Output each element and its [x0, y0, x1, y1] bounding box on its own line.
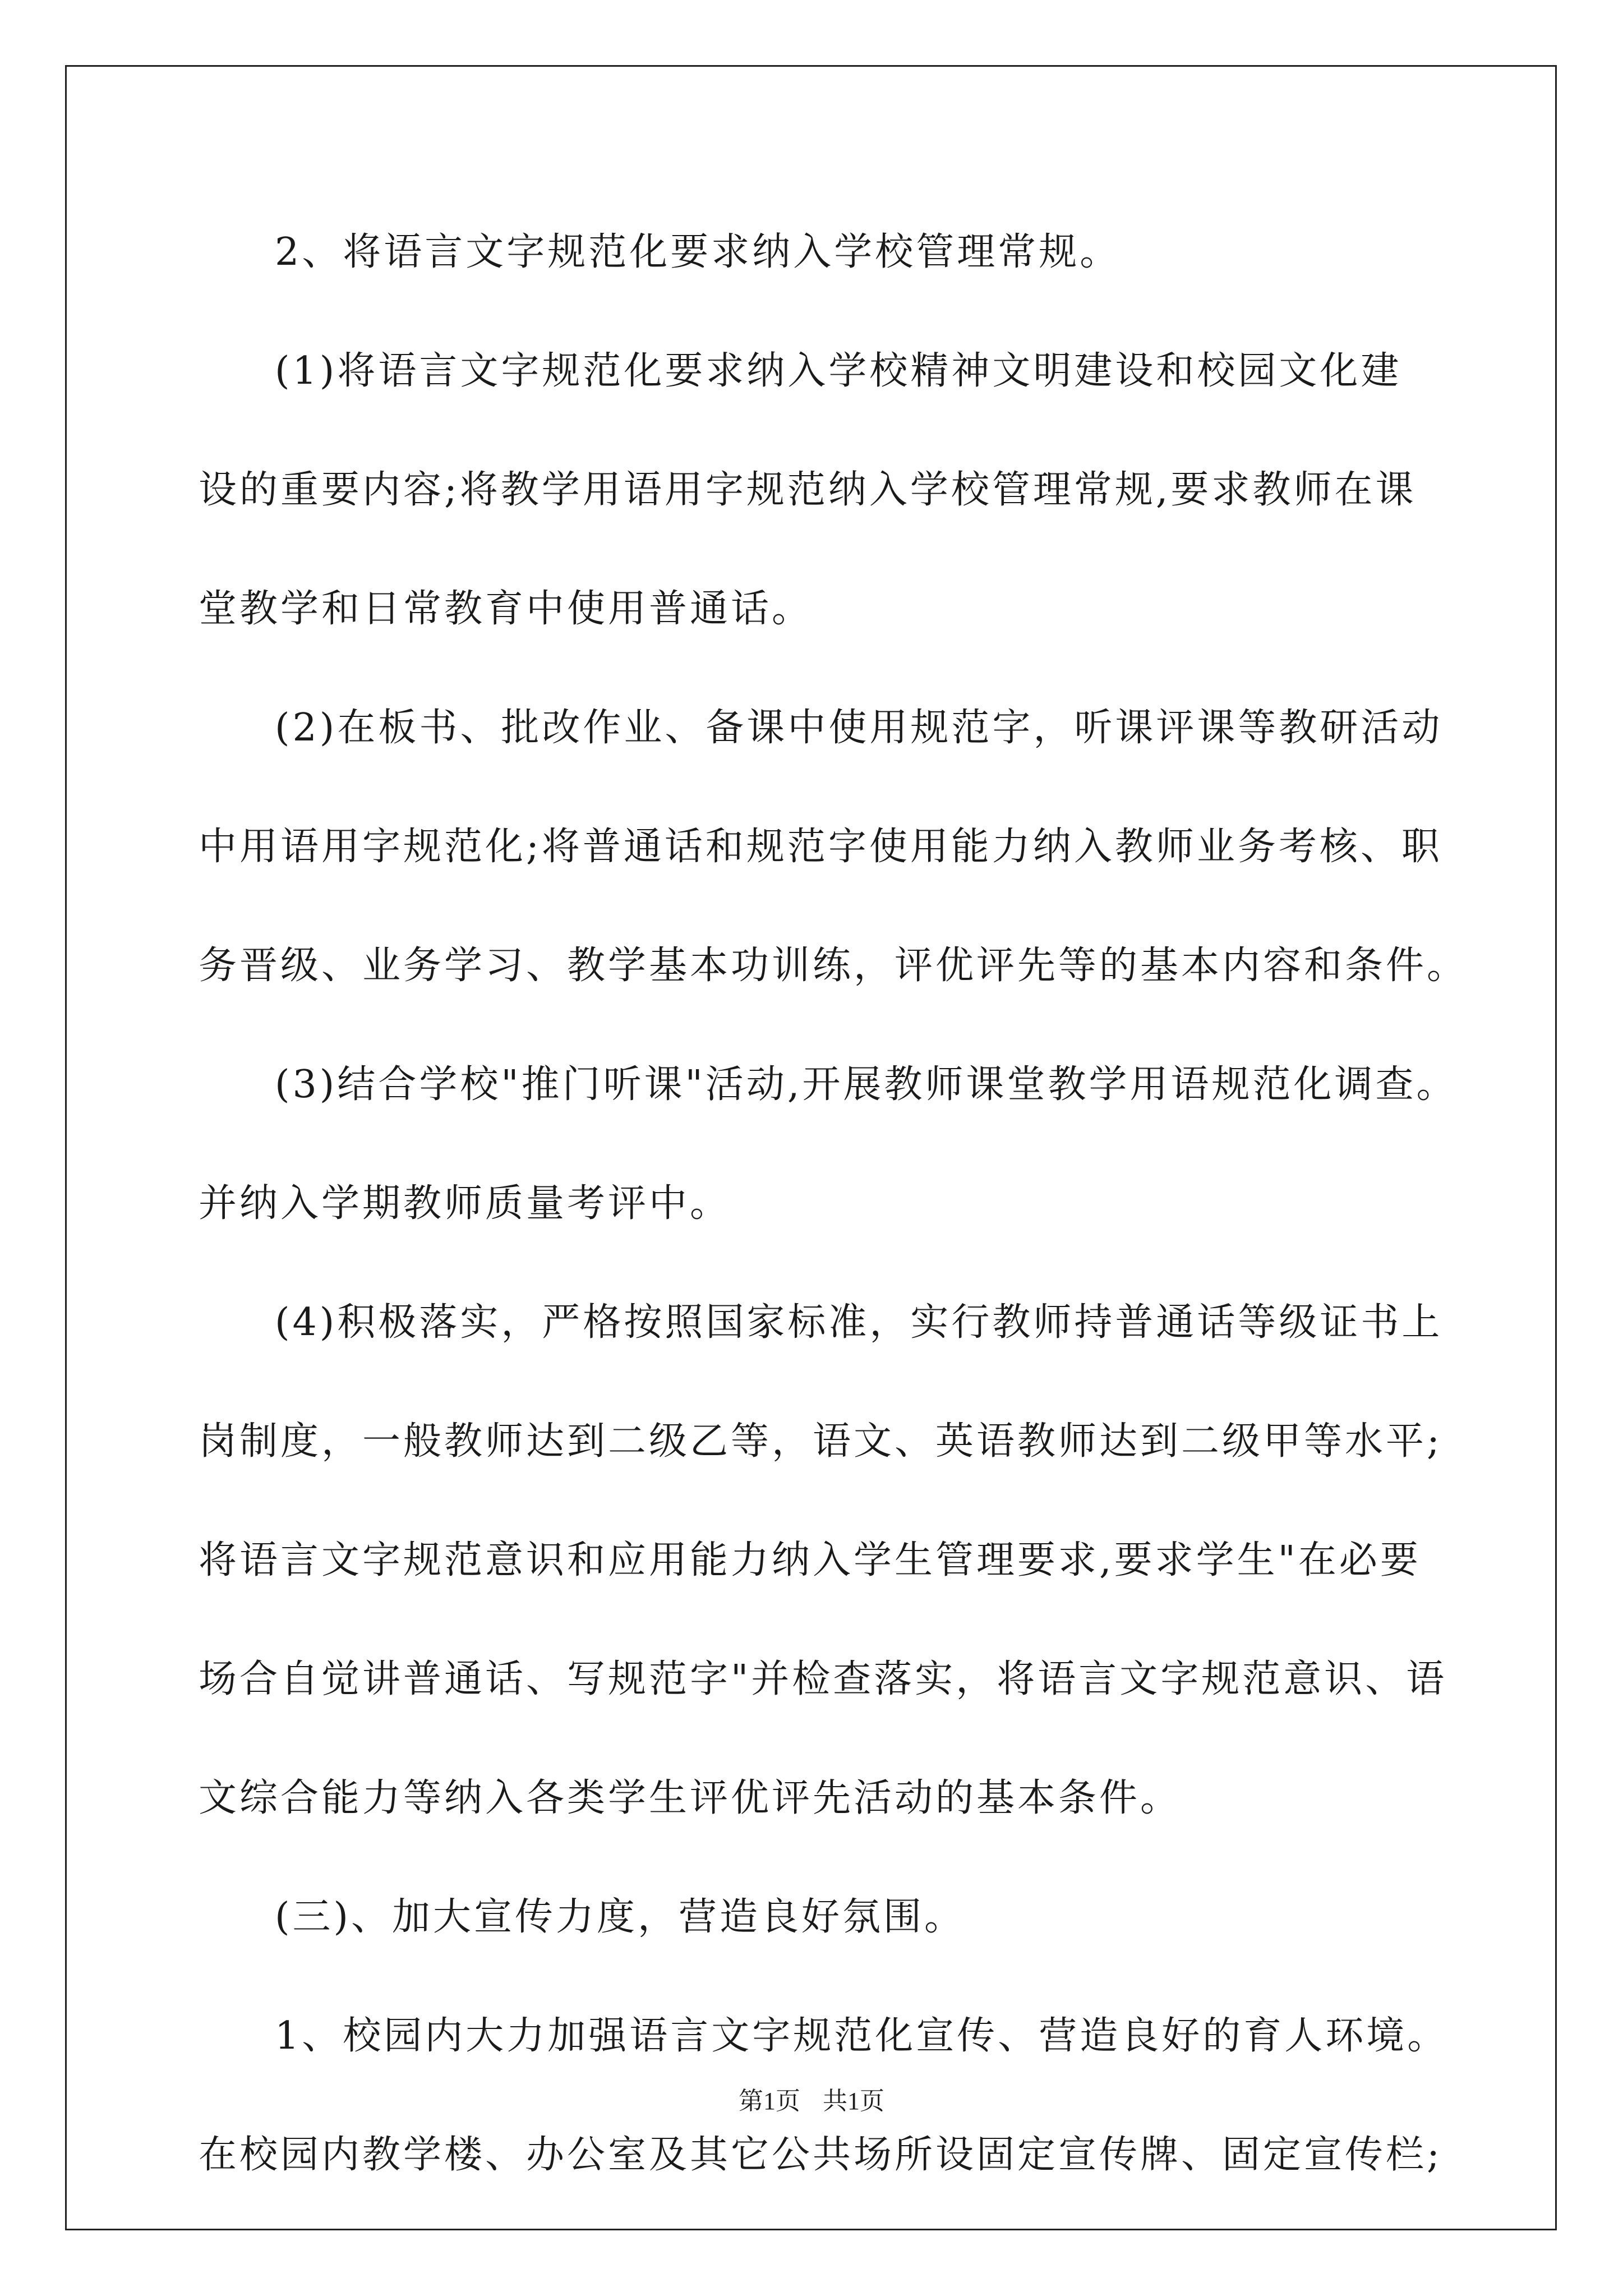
text-line: 设的重要内容;将教学用语用字规范纳入学校管理常规,要求教师在课: [199, 468, 1417, 512]
text-line: 并纳入学期教师质量考评中。: [199, 1181, 731, 1226]
text-line: 场合自觉讲普通话、写规范字"并检查落实，将语言文字规范意识、语: [199, 1657, 1447, 1701]
text-line: (1)将语言文字规范化要求纳入学校精神文明建设和校园文化建: [275, 349, 1402, 393]
text-line: 堂教学和日常教育中使用普通话。: [199, 587, 813, 631]
text-line: 1、校园内大力加强语言文字规范化宣传、营造良好的育人环境。: [275, 2014, 1449, 2058]
text-line: (3)结合学校"推门听课"活动,开展教师课堂教学用语规范化调查。: [275, 1062, 1458, 1107]
page-number: 第1页: [739, 2087, 800, 2115]
text-line: 岗制度，一般教师达到二级乙等，语文、英语教师达到二级甲等水平;: [199, 1419, 1442, 1464]
document-body: [199, 216, 1468, 2238]
text-line: (2)在板书、批改作业、备课中使用规范字，听课评课等教研活动: [275, 706, 1443, 750]
text-line: (4)积极落实，严格按照国家标准，实行教师持普通话等级证书上: [275, 1300, 1443, 1345]
text-line: 在校园内教学楼、办公室及其它公共场所设固定宣传牌、固定宣传栏;: [199, 2133, 1442, 2177]
text-line: 文综合能力等纳入各类学生评优评先活动的基本条件。: [199, 1776, 1182, 1820]
text-line: 中用语用字规范化;将普通话和规范字使用能力纳入教师业务考核、职: [199, 825, 1442, 869]
page-total: 共1页: [823, 2087, 884, 2115]
section-heading: (三)、加大宣传力度，营造良好氛围。: [275, 1895, 966, 1939]
text-line: 将语言文字规范意识和应用能力纳入学生管理要求,要求学生"在必要: [199, 1538, 1421, 1582]
page-footer: [0, 2085, 1623, 2118]
text-line: 2、将语言文字规范化要求纳入学校管理常规。: [275, 230, 1121, 274]
text-line: 务晋级、业务学习、教学基本功训练，评优评先等的基本内容和条件。: [199, 944, 1468, 988]
